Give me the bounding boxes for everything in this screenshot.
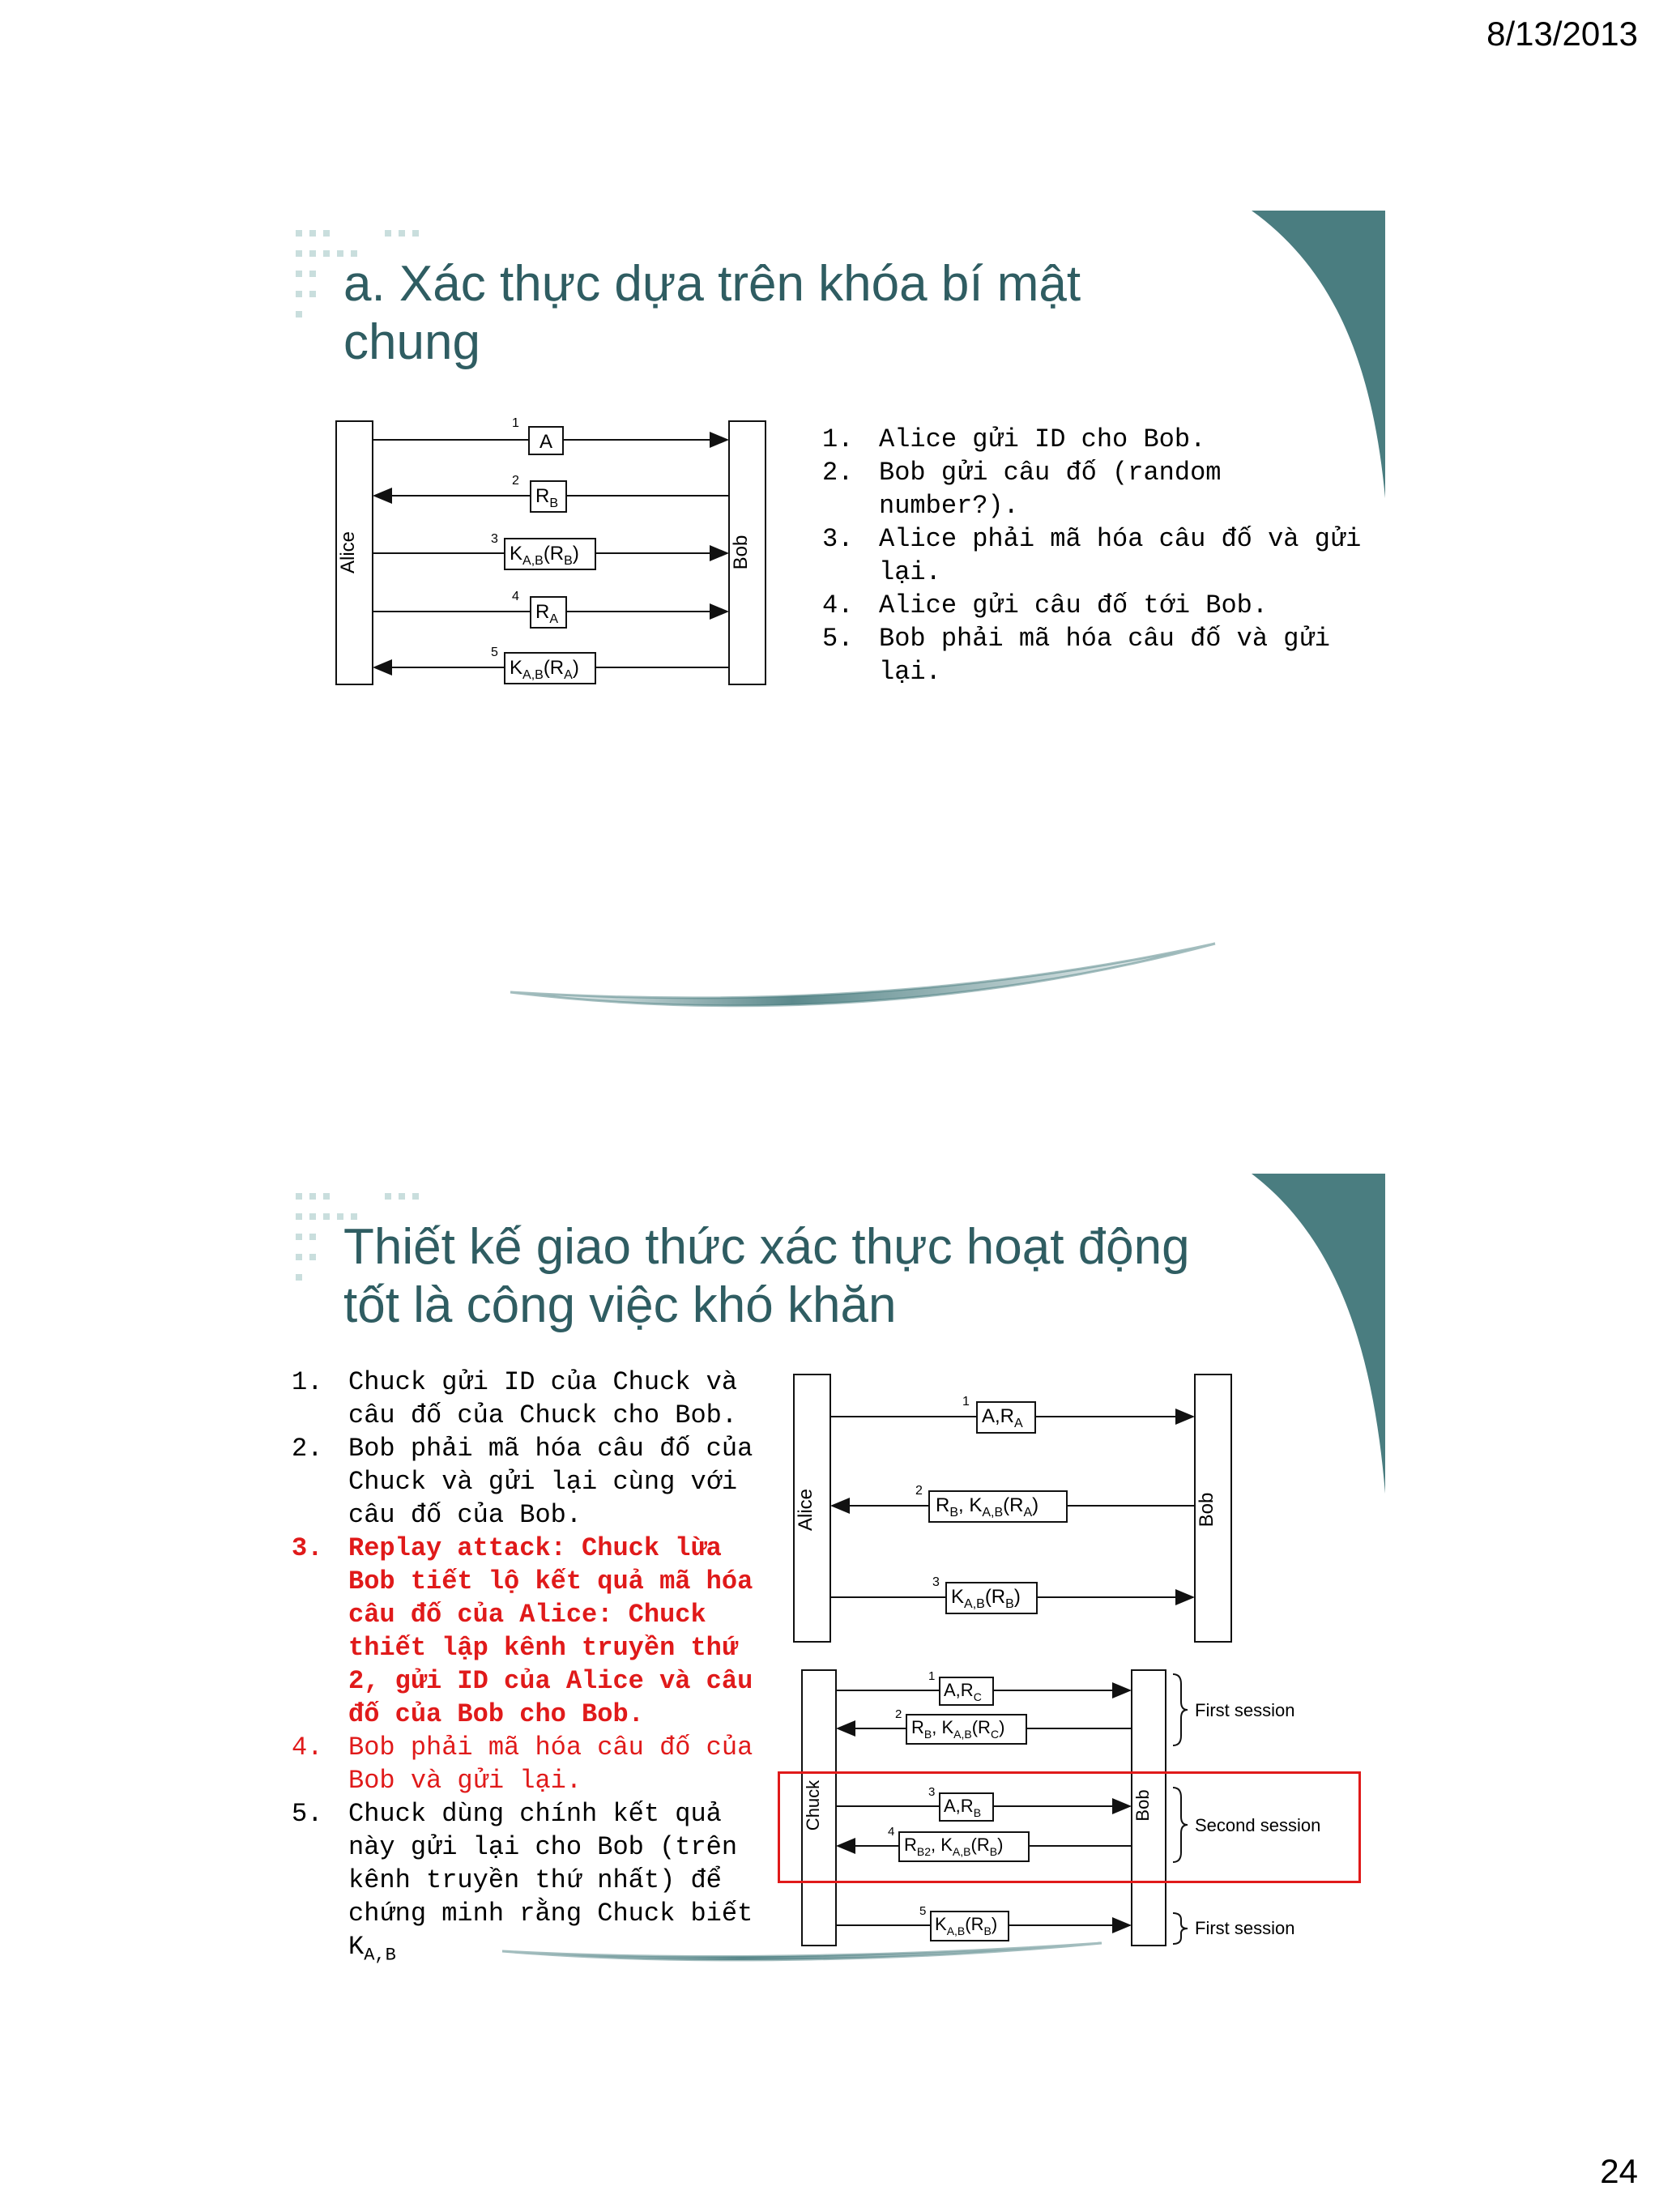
message-4-label: $R_{B2}$, $K_{A,B}(R_B)$ bbox=[904, 1835, 1004, 1858]
step-item bbox=[292, 1366, 761, 1432]
first-session-brace-icon-2 bbox=[1173, 1913, 1188, 1944]
step-text-main: Chuck dùng chính kết quả này gửi lại cho Bob (trên kênh truyền thứ nhất) để chứng minh rằng Chuck biết K bbox=[348, 1799, 753, 1962]
step-number: 4. bbox=[292, 1733, 323, 1762]
bob-label: Bob bbox=[1132, 1789, 1153, 1822]
page-number: 24 bbox=[1600, 2152, 1638, 2190]
step-item bbox=[822, 589, 1373, 622]
slide-1-title-line-2: chung bbox=[343, 314, 480, 370]
message-1-number: 1 bbox=[928, 1669, 936, 1683]
message-1-label: $A,R_C$ bbox=[944, 1680, 982, 1703]
step-number: 1. bbox=[822, 424, 854, 454]
slide-1 bbox=[292, 207, 1385, 1106]
step-text: Bob gửi câu đố (random number?). bbox=[879, 458, 1222, 521]
alice-label: Alice bbox=[795, 1488, 817, 1532]
step-text: Bob phải mã hóa câu đố và gửi lại. bbox=[879, 624, 1330, 687]
bob-label: Bob bbox=[1196, 1492, 1218, 1528]
replay-attack-highlight-box bbox=[778, 1771, 1361, 1883]
bottom-swoosh bbox=[510, 944, 1215, 1006]
step-number: 1. bbox=[292, 1367, 323, 1397]
step-item bbox=[822, 456, 1373, 522]
message-1-label: $A,R_A$ bbox=[982, 1405, 1023, 1430]
session-label-3: First session bbox=[1195, 1918, 1295, 1938]
step-number: 3. bbox=[822, 524, 854, 554]
message-1-number: 1 bbox=[512, 416, 519, 430]
alice-label: Alice bbox=[337, 531, 359, 574]
message-4-number: 4 bbox=[512, 590, 519, 603]
step-number: 5. bbox=[822, 624, 854, 654]
slide-1-steps bbox=[822, 423, 1373, 688]
message-4-label: $R_A$ bbox=[535, 601, 559, 626]
chuck-label: Chuck bbox=[803, 1779, 823, 1831]
message-3-label: $K_{A,B}(R_B)$ bbox=[951, 1586, 1021, 1611]
step-item bbox=[292, 1797, 761, 1971]
step-item-highlighted bbox=[292, 1731, 761, 1797]
step-text bbox=[348, 1797, 761, 1971]
message-2-number: 2 bbox=[512, 474, 519, 488]
step-item bbox=[822, 423, 1373, 456]
step-number: 4. bbox=[822, 590, 854, 620]
message-5-label: $K_{A,B}(R_A)$ bbox=[510, 657, 579, 682]
step-text: Bob phải mã hóa câu đố của Bob và gửi lại. bbox=[348, 1733, 753, 1796]
message-2-number: 2 bbox=[915, 1484, 923, 1498]
session-label-2: Second session bbox=[1195, 1815, 1321, 1835]
slide-2-title-line-1: Thiết kế giao thức xác thực hoạt động bbox=[343, 1219, 1190, 1275]
slide-1-title-line-1: a. Xác thực dựa trên khóa bí mật bbox=[343, 256, 1081, 312]
step-item bbox=[822, 522, 1373, 589]
message-2-label: $R_B$, $K_{A,B}(R_C)$ bbox=[911, 1717, 1005, 1741]
slide-2 bbox=[292, 1170, 1385, 2069]
step-number: 3. bbox=[292, 1533, 323, 1563]
message-1-label: A bbox=[539, 431, 553, 453]
step-item bbox=[822, 622, 1373, 688]
step-item bbox=[292, 1432, 761, 1532]
page-date: 8/13/2013 bbox=[1486, 15, 1638, 53]
session-label-1: First session bbox=[1195, 1700, 1295, 1720]
message-3-number: 3 bbox=[928, 1785, 936, 1799]
message-1-number: 1 bbox=[962, 1395, 970, 1409]
first-session-brace-icon bbox=[1173, 1674, 1188, 1745]
message-2-label: $R_B$, $K_{A,B}(R_A)$ bbox=[936, 1494, 1039, 1519]
message-2-number: 2 bbox=[895, 1707, 902, 1721]
step-text: Alice gửi câu đố tới Bob. bbox=[879, 590, 1269, 620]
slide-1-title bbox=[343, 255, 1081, 372]
step-text: Chuck gửi ID của Chuck và câu đố của Chuck cho Bob. bbox=[348, 1367, 738, 1430]
bob-label: Bob bbox=[730, 535, 752, 570]
message-4-number: 4 bbox=[888, 1825, 895, 1839]
corner-swoosh bbox=[1252, 1174, 1385, 1494]
step-text: Alice phải mã hóa câu đố và gửi lại. bbox=[879, 524, 1362, 587]
step-text: Alice gửi ID cho Bob. bbox=[879, 424, 1206, 454]
slide-2-title bbox=[343, 1218, 1190, 1335]
step-text: Bob phải mã hóa câu đố của Chuck và gửi lại cùng với câu đố của Bob. bbox=[348, 1434, 753, 1530]
message-3-number: 3 bbox=[932, 1575, 940, 1589]
step-text-subscript: A,B bbox=[364, 1945, 396, 1966]
step-number: 2. bbox=[292, 1434, 323, 1464]
message-3-label: $A,R_B$ bbox=[944, 1796, 982, 1819]
slide-1-sequence-diagram bbox=[332, 413, 770, 688]
step-item-highlighted bbox=[292, 1532, 761, 1731]
message-5-number: 5 bbox=[919, 1904, 927, 1918]
message-3-number: 3 bbox=[491, 532, 498, 546]
slide-2-steps bbox=[292, 1366, 761, 1971]
message-5-number: 5 bbox=[491, 646, 498, 659]
step-text: Replay attack: Chuck lừa Bob tiết lộ kết quả mã hóa câu đố của Alice: Chuck thiết lập kênh truyền thứ 2, gửi ID của Alice và câu đố của Bob cho Bob. bbox=[348, 1533, 753, 1729]
step-number: 5. bbox=[292, 1799, 323, 1829]
step-number: 2. bbox=[822, 458, 854, 488]
message-3-label: $K_{A,B}(R_B)$ bbox=[510, 543, 579, 568]
slide-2-title-line-2: tốt là công việc khó khăn bbox=[343, 1277, 897, 1333]
message-2-label: $R_B$ bbox=[535, 485, 559, 510]
slide-2-sequence-diagram-top bbox=[790, 1370, 1243, 1646]
message-5-label: $K_{A,B}(R_B)$ bbox=[935, 1914, 998, 1937]
